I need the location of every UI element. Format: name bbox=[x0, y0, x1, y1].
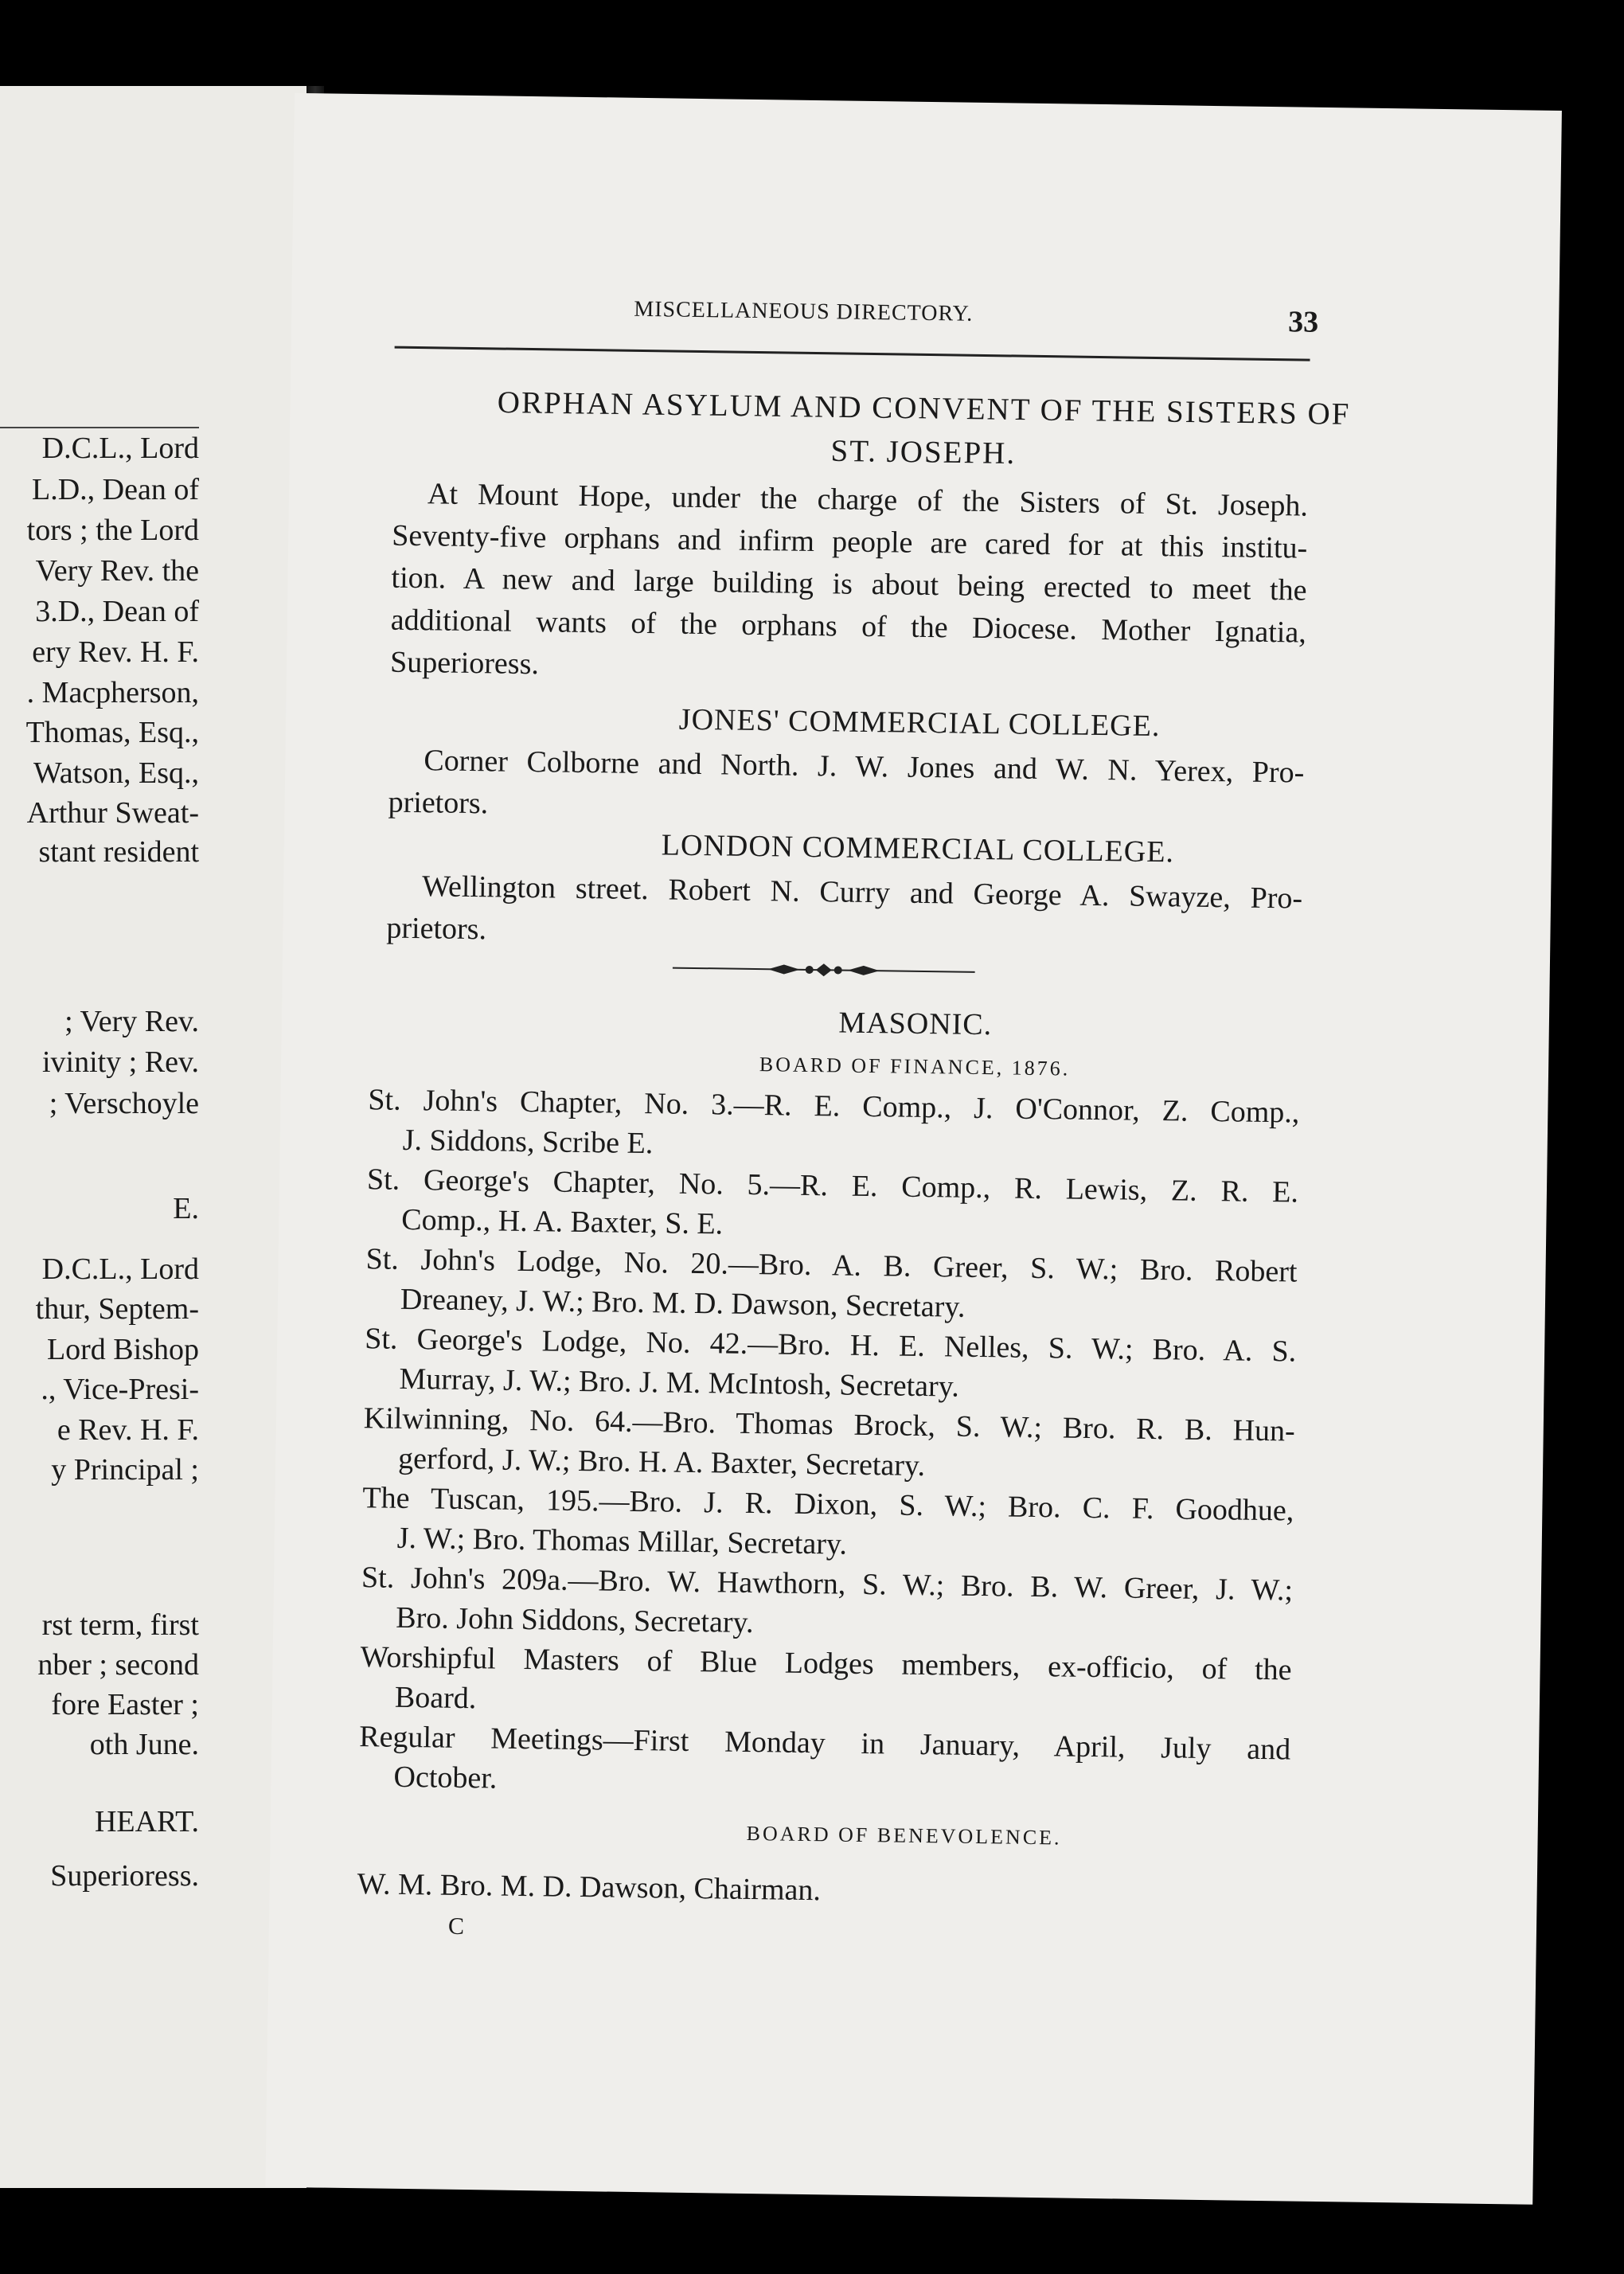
masonic-entry: St. George's Chapter, No. 5.—R. E. Comp., R. Lewis, Z. R. E. bbox=[366, 1162, 1299, 1209]
left-page-line: ery Rev. H. F. bbox=[32, 635, 199, 669]
left-page-line: Arthur Sweat- bbox=[26, 796, 199, 830]
orphan-asylum-title-continued: ST. JOSEPH. bbox=[830, 433, 1017, 471]
masonic-entry: The Tuscan, 195.—Bro. J. R. Dixon, S. W.; Bro. C. F. Goodhue, bbox=[362, 1481, 1294, 1528]
left-page-line: E. bbox=[173, 1192, 199, 1225]
left-page-line: . Macpherson, bbox=[26, 676, 199, 709]
paragraph-line: Wellington street. Robert N. Curry and George A. Swayze, Pro- bbox=[421, 869, 1303, 916]
paragraph-line: At Mount Hope, under the charge of the Sisters of St. Joseph. bbox=[427, 477, 1309, 523]
masonic-entry-continued: J. Siddons, Scribe E. bbox=[402, 1123, 654, 1161]
left-page-line: rst term, first bbox=[41, 1608, 199, 1642]
masonic-entry: St. John's Chapter, No. 3.—R. E. Comp., J. O'Connor, Z. Comp., bbox=[368, 1083, 1300, 1130]
left-page-line: oth June. bbox=[89, 1728, 199, 1761]
masonic-entry-continued: Bro. John Siddons, Secretary. bbox=[396, 1600, 754, 1640]
paragraph-line: Corner Colborne and North. J. W. Jones and W. N. Yerex, Pro- bbox=[424, 744, 1305, 790]
masonic-entry-continued: October. bbox=[393, 1760, 498, 1795]
left-page-line: ivinity ; Rev. bbox=[41, 1045, 199, 1079]
masonic-entry: Kilwinning, No. 64.—Bro. Thomas Brock, S. W.; Bro. R. B. Hun- bbox=[363, 1401, 1296, 1448]
paragraph-line: tion. A new and large building is about being erected to meet the bbox=[391, 561, 1307, 608]
left-page-line: e Rev. H. F. bbox=[57, 1413, 199, 1447]
left-page-line: ; Verschoyle bbox=[49, 1087, 199, 1120]
masonic-entry-continued: Board. bbox=[394, 1680, 477, 1716]
left-page-line: ; Very Rev. bbox=[64, 1005, 199, 1038]
left-page-line: L.D., Dean of bbox=[32, 473, 199, 506]
left-page-line: Superioress. bbox=[50, 1859, 199, 1893]
masonic-entry: St. John's Lodge, No. 20.—Bro. A. B. Greer, S. W.; Bro. Robert bbox=[365, 1242, 1298, 1289]
left-page-line: tors ; the Lord bbox=[26, 514, 199, 547]
masonic-entry: Regular Meetings—First Monday in January, April, July and bbox=[358, 1720, 1291, 1767]
jones-college-title: JONES' COMMERCIAL COLLEGE. bbox=[678, 702, 1161, 744]
paragraph-line: Superioress. bbox=[389, 645, 540, 682]
orphan-asylum-paragraph bbox=[390, 473, 1309, 697]
masonic-entry-continued: Comp., H. A. Baxter, S. E. bbox=[401, 1202, 724, 1241]
chairman-line: W. M. Bro. M. D. Dawson, Chairman. bbox=[357, 1867, 822, 1908]
masonic-entry-continued: gerford, J. W.; Bro. H. A. Baxter, Secretary. bbox=[397, 1441, 926, 1483]
left-page-line: thur, Septem- bbox=[35, 1292, 199, 1326]
paragraph-line: prietors. bbox=[386, 911, 487, 947]
paragraph-line: prietors. bbox=[388, 785, 489, 821]
left-page-line: Thomas, Esq., bbox=[25, 716, 199, 749]
right-page bbox=[265, 93, 1562, 2205]
left-page-line: y Principal ; bbox=[51, 1453, 199, 1487]
left-page-line: Watson, Esq., bbox=[33, 756, 199, 790]
paragraph-line: Seventy-five orphans and infirm people are cared for at this institu- bbox=[392, 518, 1308, 565]
left-page-line: D.C.L., Lord bbox=[41, 1252, 199, 1286]
board-of-finance-heading: BOARD OF FINANCE, 1876. bbox=[759, 1053, 1071, 1080]
masonic-entries bbox=[358, 1080, 1299, 1809]
paragraph-line: additional wants of the orphans of the Diocese. Mother Ignatia, bbox=[390, 603, 1307, 650]
signature-mark: C bbox=[447, 1913, 465, 1940]
left-page-line: stant resident bbox=[38, 835, 199, 869]
london-college-paragraph bbox=[386, 865, 1302, 963]
left-page-heading: HEART. bbox=[94, 1805, 199, 1838]
orphan-asylum-title: ORPHAN ASYLUM AND CONVENT OF THE SISTERS OF bbox=[497, 385, 1351, 432]
left-page-line: fore Easter ; bbox=[51, 1688, 199, 1721]
masonic-title: MASONIC. bbox=[838, 1006, 993, 1042]
masonic-entry: St. George's Lodge, No. 42.—Bro. H. E. Nelles, S. W.; Bro. A. S. bbox=[364, 1322, 1297, 1369]
running-header: MISCELLANEOUS DIRECTORY. bbox=[634, 296, 974, 326]
left-page-line: 3.D., Dean of bbox=[35, 595, 199, 628]
left-page bbox=[0, 86, 306, 2188]
board-of-benevolence-heading: BOARD OF BENEVOLENCE. bbox=[746, 1821, 1062, 1850]
masonic-entry: Worshipful Masters of Blue Lodges members, ex-officio, of the bbox=[360, 1640, 1292, 1687]
ornamental-divider bbox=[673, 959, 975, 982]
header-rule bbox=[395, 346, 1310, 361]
jones-college-paragraph bbox=[388, 740, 1304, 837]
masonic-entry-continued: Murray, J. W.; Bro. J. M. McIntosh, Secretary. bbox=[399, 1362, 960, 1404]
left-page-line: nber ; second bbox=[37, 1648, 199, 1682]
masonic-entry-continued: Dreaney, J. W.; Bro. M. D. Dawson, Secretary. bbox=[400, 1282, 966, 1324]
left-page-line: ., Vice-Presi- bbox=[41, 1373, 199, 1406]
left-page-line: D.C.L., Lord bbox=[41, 432, 199, 465]
left-page-rule bbox=[0, 427, 199, 428]
masonic-entry-continued: J. W.; Bro. Thomas Millar, Secretary. bbox=[396, 1521, 848, 1561]
left-page-line: Very Rev. the bbox=[35, 554, 199, 588]
page-number: 33 bbox=[1287, 305, 1319, 339]
left-page-line: Lord Bishop bbox=[46, 1333, 199, 1366]
london-college-title: LONDON COMMERCIAL COLLEGE. bbox=[661, 828, 1175, 869]
masonic-entry: St. John's 209a.—Bro. W. Hawthorn, S. W.; Bro. B. W. Greer, J. W.; bbox=[361, 1561, 1294, 1608]
